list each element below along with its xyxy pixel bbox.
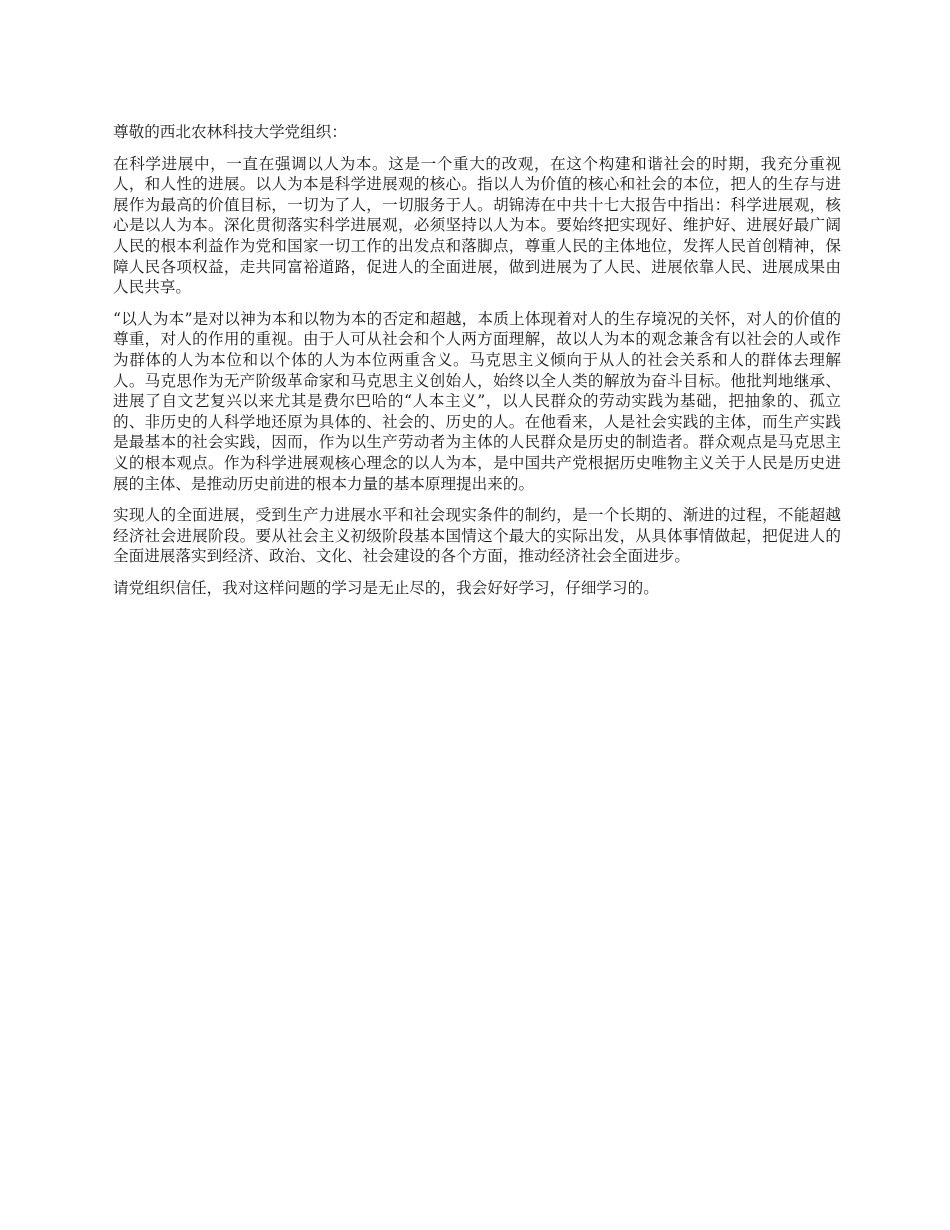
letter-body [113,122,841,609]
paragraph-4: 请党组织信任，我对这样问题的学习是无止尽的，我会好好学习，仔细学习的。 [113,578,659,597]
letter-salutation: 尊敬的西北农林科技大学党组织： [113,123,347,141]
paragraph-3: 实现人的全面进展，受到生产力进展水平和社会现实条件的制约，是一个长期的、渐进的过程，不能超越经济社会进展阶段。要从社会主义初级阶段基本国情这个最大的实际出发，从具体事情做起，把促进人的全面进展落实到经济、政治、文化、社会建设的各个方面，推动经济社会全面进步。 [113,506,841,566]
paragraph-2: “以人为本”是对以神为本和以物为本的否定和超越，本质上体现着对人的生存境况的关怀，对人的价值的尊重，对人的作用的重视。由于人可从社会和个人两方面理解，故以人为本的观念兼含有以社会的人或作为群体的人为本位和以个体的人为本位两重含义。马克思主义倾向于从人的社会关系和人的群体去理解人。马克思作为无产阶级革命家和马克思主义创始人，始终以全人类的解放为奋斗目标。他批判地继承、进展了自文艺复兴以来尤其是费尔巴哈的“人本主义”，以人民群众的劳动实践为基础，把抽象的、孤立的、非历史的人科学地还原为具体的、社会的、历史的人。在他看来，人是社会实践的主体，而生产实践是最基本的社会实践，因而，作为以生产劳动者为主体的人民群众是历史的制造者。群众观点是马克思主义的根本观点。作为科学进展观核心理念的以人为本，是中国共产党根据历史唯物主义关于人民是历史进展的主体、是推动历史前进的根本力量的基本原理提出来的。 [113,309,841,493]
paragraph-1: 在科学进展中，一直在强调以人为本。这是一个重大的改观，在这个构建和谐社会的时期，我充分重视人，和人性的进展。以人为本是科学进展观的核心。指以人为价值的核心和社会的本位，把人的生存与进展作为最高的价值目标，一切为了人，一切服务于人。胡锦涛在中共十七大报告中指出：科学进展观，核心是以人为本。深化贯彻落实科学进展观，必须坚持以人为本。要始终把实现好、维护好、进展好最广阔人民的根本利益作为党和国家一切工作的出发点和落脚点，尊重人民的主体地位，发挥人民首创精神，保障人民各项权益，走共同富裕道路，促进人的全面进展，做到进展为了人民、进展依靠人民、进展成果由人民共享。 [113,154,841,297]
